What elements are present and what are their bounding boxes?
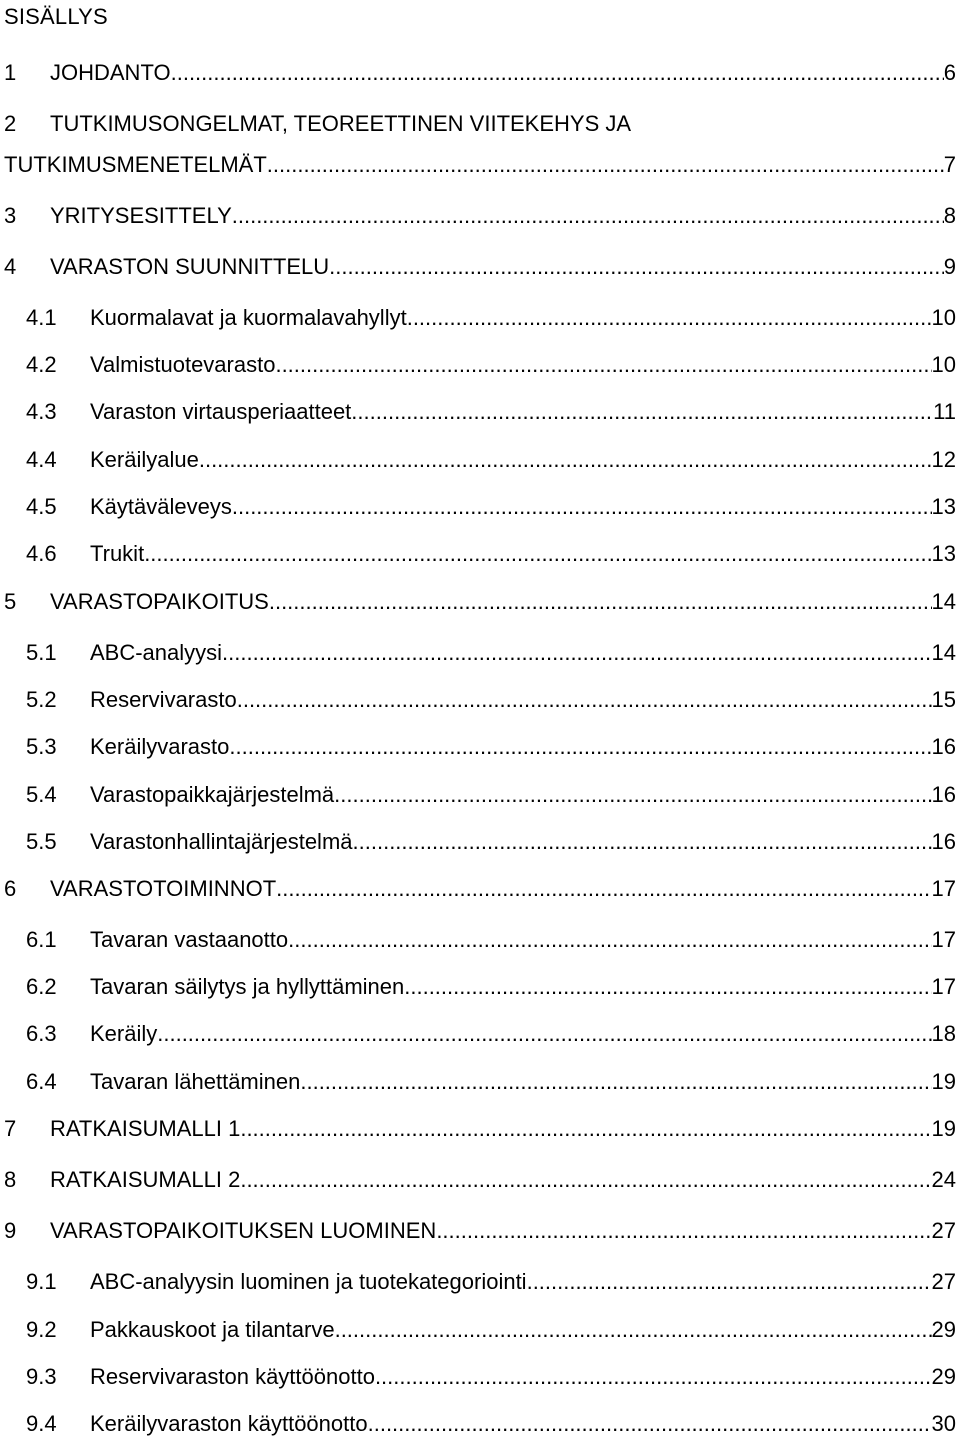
entry-label: Tavaran säilytys ja hyllyttäminen xyxy=(90,974,405,999)
dot-leader xyxy=(157,1019,931,1049)
entry-number: 9.4 xyxy=(26,1411,57,1436)
entry-label: ABC-analyysin luominen ja tuotekategoriointi xyxy=(90,1269,527,1294)
entry-page: 16 xyxy=(931,782,956,807)
toc-entry-3[interactable] xyxy=(0,201,958,231)
entry-number: 9.3 xyxy=(26,1364,57,1389)
entry-page: 14 xyxy=(931,589,956,614)
entry-page: 18 xyxy=(931,1021,956,1046)
dot-leader xyxy=(229,732,931,762)
dot-leader xyxy=(144,539,931,569)
entry-number: 5.2 xyxy=(26,687,57,712)
entry-number: 9 xyxy=(4,1218,17,1243)
dot-leader xyxy=(171,58,944,88)
entry-number: 6.1 xyxy=(26,927,57,952)
dot-leader xyxy=(527,1267,932,1297)
entry-number: 9.1 xyxy=(26,1269,57,1294)
dot-leader xyxy=(267,150,944,180)
dot-leader xyxy=(334,780,931,810)
dot-leader xyxy=(407,303,932,333)
dot-leader xyxy=(288,925,931,955)
toc-entry-4-6[interactable] xyxy=(0,539,958,569)
entry-label: Keräilyvarasto xyxy=(90,734,230,759)
toc-entry-6-2[interactable] xyxy=(0,972,958,1002)
entry-number: 1 xyxy=(4,60,17,85)
dot-leader xyxy=(353,827,932,857)
toc-entry-6[interactable] xyxy=(0,874,958,904)
toc-entry-4-2[interactable] xyxy=(0,350,958,380)
entry-page: 13 xyxy=(931,541,956,566)
entry-label: Varastonhallintajärjestelmä xyxy=(90,829,353,854)
toc-entry-9-4[interactable] xyxy=(0,1409,958,1439)
entry-number: 3 xyxy=(4,203,17,228)
toc-entry-9-3[interactable] xyxy=(0,1362,958,1392)
entry-label: Valmistuotevarasto xyxy=(90,352,276,377)
entry-page: 14 xyxy=(931,640,956,665)
entry-label: Reservivaraston käyttöönotto xyxy=(90,1364,375,1389)
toc-entry-4-1[interactable] xyxy=(0,303,958,333)
toc-entry-4[interactable] xyxy=(0,252,958,282)
entry-label: TUTKIMUSMENETELMÄT xyxy=(4,152,267,177)
toc-entry-4-5[interactable] xyxy=(0,492,958,522)
dot-leader xyxy=(275,350,931,380)
entry-page: 10 xyxy=(931,305,956,330)
entry-label: RATKAISUMALLI 2 xyxy=(50,1167,241,1192)
entry-number: 4.1 xyxy=(26,305,57,330)
entry-label: JOHDANTO xyxy=(50,60,171,85)
toc-entry-4-4[interactable] xyxy=(0,445,958,475)
dot-leader xyxy=(232,201,944,231)
dot-leader xyxy=(276,874,931,904)
entry-label-line1: TUTKIMUSONGELMAT, TEOREETTINEN VIITEKEHYS JA xyxy=(50,111,632,136)
entry-label: Varastopaikkajärjestelmä xyxy=(90,782,335,807)
entry-number: 6.3 xyxy=(26,1021,57,1046)
entry-page: 6 xyxy=(943,60,956,85)
dot-leader xyxy=(269,587,932,617)
entry-label: Tavaran lähettäminen xyxy=(90,1069,301,1094)
entry-page: 29 xyxy=(931,1317,956,1342)
entry-label: Keräilyvaraston käyttöönotto xyxy=(90,1411,368,1436)
entry-page: 16 xyxy=(931,829,956,854)
entry-number: 4.2 xyxy=(26,352,57,377)
entry-page: 15 xyxy=(931,687,956,712)
toc-entry-6-1[interactable] xyxy=(0,925,958,955)
entry-number: 7 xyxy=(4,1116,17,1141)
entry-page: 13 xyxy=(931,494,956,519)
toc-entry-8[interactable] xyxy=(0,1165,958,1195)
dot-leader xyxy=(436,1216,931,1246)
entry-label: Reservivarasto xyxy=(90,687,237,712)
entry-page: 29 xyxy=(931,1364,956,1389)
entry-label: VARASTOTOIMINNOT xyxy=(50,876,277,901)
entry-label: Tavaran vastaanotto xyxy=(90,927,289,952)
dot-leader xyxy=(300,1067,931,1097)
dot-leader xyxy=(404,972,931,1002)
entry-page: 19 xyxy=(931,1116,956,1141)
entry-number: 5 xyxy=(4,589,17,614)
toc-entry-1[interactable] xyxy=(0,58,958,88)
toc-entry-5-2[interactable] xyxy=(0,685,958,715)
entry-number: 4.6 xyxy=(26,541,57,566)
dot-leader xyxy=(335,1315,932,1345)
entry-label: Käytäväleveys xyxy=(90,494,232,519)
toc-entry-2-line1[interactable] xyxy=(0,109,958,139)
entry-number: 4.3 xyxy=(26,399,57,424)
entry-number: 4 xyxy=(4,254,17,279)
dot-leader xyxy=(237,685,932,715)
entry-page: 11 xyxy=(933,399,956,424)
entry-page: 24 xyxy=(931,1167,956,1192)
dot-leader xyxy=(351,397,933,427)
entry-page: 27 xyxy=(931,1218,956,1243)
entry-page: 17 xyxy=(931,876,956,901)
toc-entry-7[interactable] xyxy=(0,1114,958,1144)
toc-entry-5-1[interactable] xyxy=(0,638,958,668)
entry-label: Pakkauskoot ja tilantarve xyxy=(90,1317,335,1342)
dot-leader xyxy=(329,252,944,282)
toc-title: SISÄLLYS xyxy=(4,4,108,29)
toc-entry-5-5[interactable] xyxy=(0,827,958,857)
toc-entry-9-2[interactable] xyxy=(0,1315,958,1345)
entry-page: 17 xyxy=(931,974,956,999)
entry-label: VARASTOPAIKOITUS xyxy=(50,589,269,614)
entry-label: VARASTON SUUNNITTELU xyxy=(50,254,330,279)
entry-number: 4.5 xyxy=(26,494,57,519)
dot-leader xyxy=(368,1409,932,1439)
toc-entry-5[interactable] xyxy=(0,587,958,617)
dot-leader xyxy=(375,1362,932,1392)
dot-leader xyxy=(240,1165,931,1195)
entry-number: 6 xyxy=(4,876,17,901)
entry-label: Trukit xyxy=(90,541,145,566)
entry-page: 12 xyxy=(931,447,956,472)
toc-entry-6-4[interactable] xyxy=(0,1067,958,1097)
entry-number: 5.3 xyxy=(26,734,57,759)
entry-page: 10 xyxy=(931,352,956,377)
entry-page: 19 xyxy=(931,1069,956,1094)
entry-number: 2 xyxy=(4,111,17,136)
entry-page: 8 xyxy=(943,203,956,228)
toc-entry-9[interactable] xyxy=(0,1216,958,1246)
dot-leader xyxy=(222,638,931,668)
entry-label: VARASTOPAIKOITUKSEN LUOMINEN xyxy=(50,1218,437,1243)
entry-number: 9.2 xyxy=(26,1317,57,1342)
entry-label: RATKAISUMALLI 1 xyxy=(50,1116,241,1141)
dot-leader xyxy=(199,445,932,475)
entry-number: 5.1 xyxy=(26,640,57,665)
entry-number: 4.4 xyxy=(26,447,57,472)
entry-page: 17 xyxy=(931,927,956,952)
entry-number: 5.4 xyxy=(26,782,57,807)
entry-number: 5.5 xyxy=(26,829,57,854)
entry-label: YRITYSESITTELY xyxy=(50,203,232,228)
entry-page: 30 xyxy=(931,1411,956,1436)
toc-entry-2[interactable] xyxy=(0,150,958,180)
toc-entry-6-3[interactable] xyxy=(0,1019,958,1049)
entry-label: Keräilyalue xyxy=(90,447,199,472)
toc-entry-5-4[interactable] xyxy=(0,780,958,810)
entry-label: ABC-analyysi xyxy=(90,640,223,665)
entry-page: 27 xyxy=(931,1269,956,1294)
entry-page: 16 xyxy=(931,734,956,759)
entry-number: 6.2 xyxy=(26,974,57,999)
toc-entry-4-3[interactable] xyxy=(0,397,958,427)
entry-page: 7 xyxy=(943,152,956,177)
dot-leader xyxy=(232,492,932,522)
entry-number: 8 xyxy=(4,1167,17,1192)
entry-page: 9 xyxy=(943,254,956,279)
entry-label: Keräily xyxy=(90,1021,158,1046)
entry-label: Kuormalavat ja kuormalavahyllyt xyxy=(90,305,407,330)
toc-entry-5-3[interactable] xyxy=(0,732,958,762)
toc-entry-9-1[interactable] xyxy=(0,1267,958,1297)
dot-leader xyxy=(240,1114,931,1144)
entry-number: 6.4 xyxy=(26,1069,57,1094)
entry-label: Varaston virtausperiaatteet xyxy=(90,399,352,424)
